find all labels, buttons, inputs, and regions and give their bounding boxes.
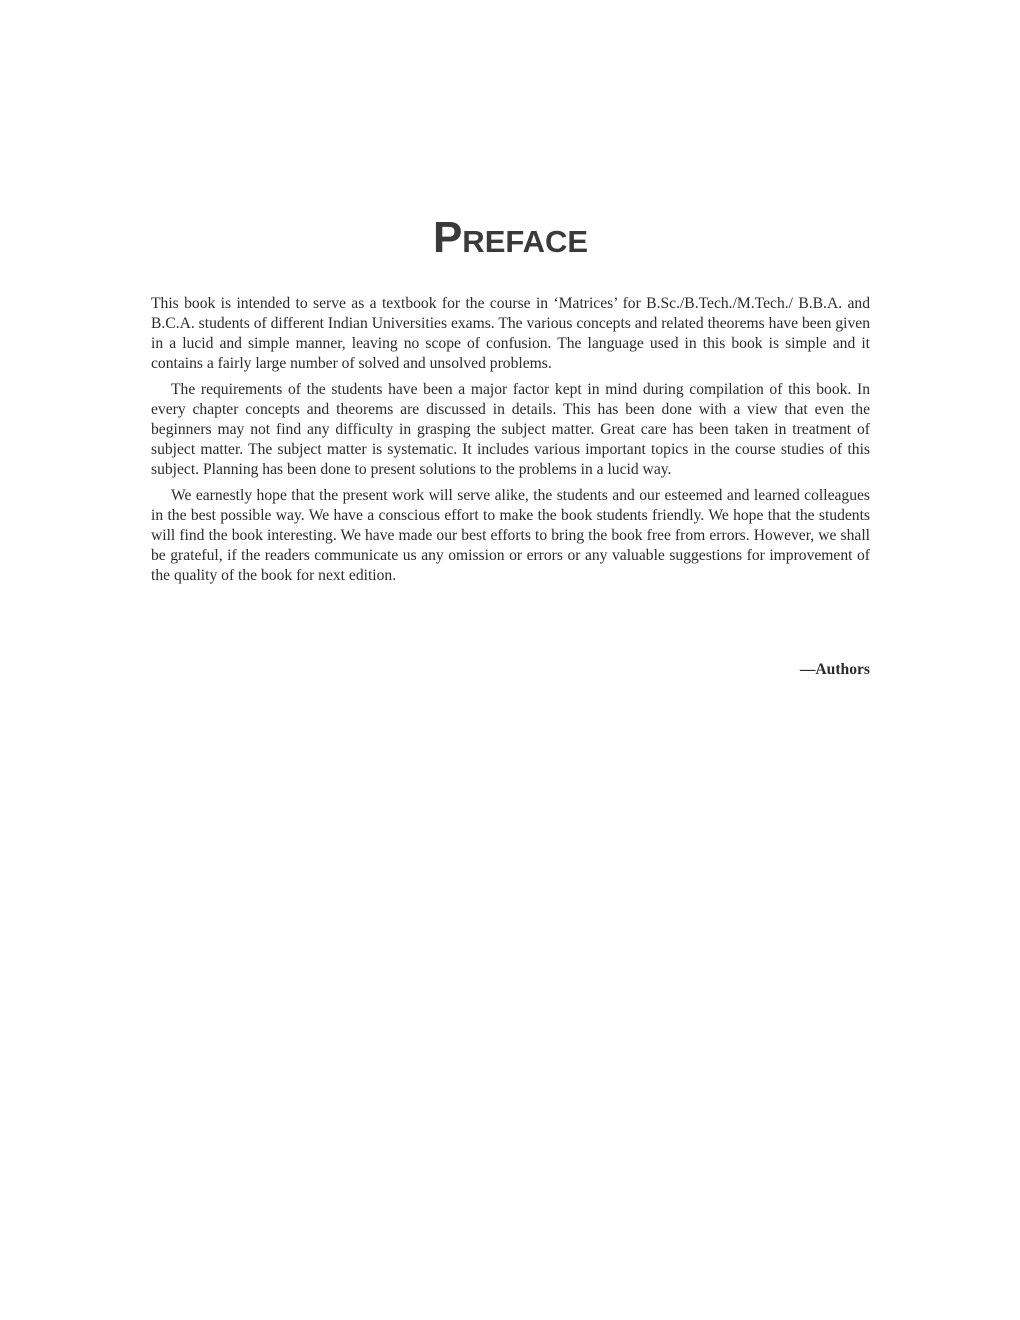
paragraph-2: The requirements of the students have been a major factor kept in mind during compilation of this book. In every chapter concepts and theorems are discussed in details. This has been done with a view that even the beginners may not find any difficulty in grasping the subject matter. Great care has been taken in treatment of subject matter. The subject matter is systematic. It includes various important topics in the course studies of this subject. Planning has been done to present solutions to the problems in a lucid way.	[151, 381, 870, 478]
page-title: Preface	[432, 213, 589, 262]
paragraph-3: We earnestly hope that the present work will serve alike, the students and our esteemed and learned colleagues in the best possible way. We have a conscious effort to make the book students friendly. We hope that the students will find the book interesting. We have made our best efforts to bring the book free from errors. However, we shall be grateful, if the readers communicate us any omission or errors or any valuable suggestions for improvement of the quality of the book for next edition.	[151, 487, 870, 584]
preface-body	[151, 294, 870, 592]
paragraph-1: This book is intended to serve as a textbook for the course in ‘Matrices’ for B.Sc./B.Tech./M.Tech./ B.B.A. and B.C.A. students of different Indian Universities exams. The various concepts and related theorems have been given in a lucid and simple manner, leaving no scope of confusion. The language used in this book is simple and it contains a fairly large number of solved and unsolved problems.	[151, 295, 870, 372]
page	[151, 0, 870, 1320]
signature: —Authors	[799, 661, 870, 678]
